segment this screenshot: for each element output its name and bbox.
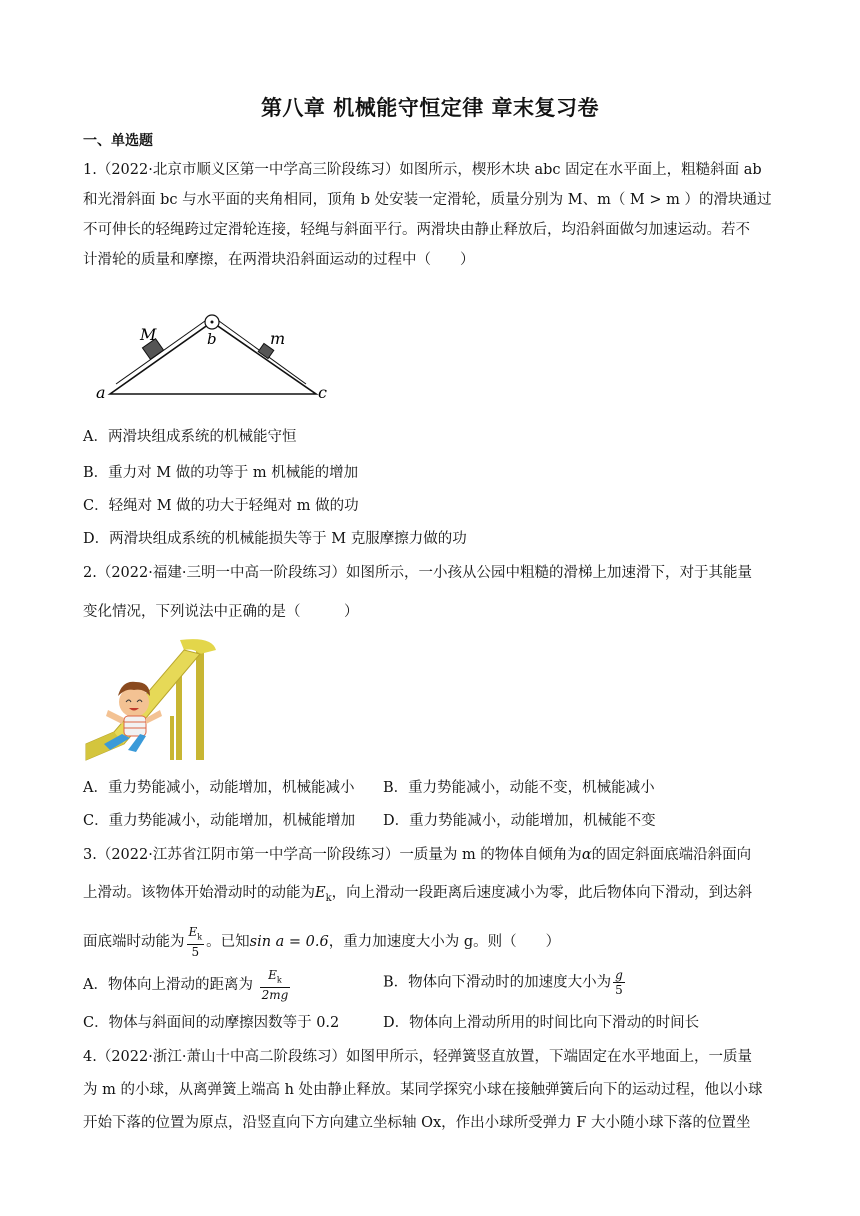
q2-option-b: B．重力势能减小，动能不变，机械能减小 [383,780,655,796]
q3-option-b-fraction [613,968,625,997]
q1-option-b: B．重力对 M 做的功等于 m 机械能的增加 [83,465,359,481]
q3-option-a [83,968,292,1002]
page-title: 第八章 机械能守恒定律 章末复习卷 [260,96,600,120]
q3-line-1 [83,845,783,865]
q3-option-c: C．物体与斜面间的动摩擦因数等于 0.2 [83,1015,340,1031]
optA-ek: E [268,968,277,982]
q3-option-a-text: A．物体向上滑动的距离为 [83,977,253,994]
optA-den: 2mg [261,988,289,1003]
q3-line-3 [83,925,783,959]
q4-line-2: 为 m 的小球，从离弹簧上端高 h 处由静止释放。某同学探究小球在接触弹簧后向下的运动过程，他以小球 [83,1082,763,1098]
ek-symbol: E [315,885,326,901]
wedge-pulley-diagram [92,308,332,400]
ek-subscript: k [325,892,332,904]
q3-line-3b: 。已知 [206,934,250,951]
q1-line-2: 和光滑斜面 bc 与水平面的夹角相同，顶角 b 处安装一定滑轮，质量分别为 M、m（ M > m ）的滑块通过 [83,192,772,208]
section-heading: 一、单选题 [83,133,153,149]
q3-line-2b: ，向上滑动一段距离后速度减小为零，此后物体向下滑动，到达斜 [331,885,753,901]
q3-line-1-end: 的固定斜面底端沿斜面向 [591,847,752,863]
frac-ek-sub: k [197,932,203,942]
slide-child-image [84,636,222,764]
q2-line-1: 2.（2022·福建·三明一中高一阶段练习）如图所示，一小孩从公园中粗糙的滑梯上加速滑下，对于其能量 [83,565,752,581]
q2-option-a: A．重力势能减小，动能增加，机械能减小 [83,780,355,796]
q4-line-1: 4.（2022·浙江·萧山十中高二阶段练习）如图甲所示，轻弹簧竖直放置，下端固定在水平地面上，一质量 [83,1049,752,1065]
q2-line-2: 变化情况，下列说法中正确的是（ ） [83,604,359,620]
q3-line-1-text: 3.（2022·江苏省江阴市第一中学高一阶段练习）一质量为 m 的物体自倾角为 [83,847,582,863]
q3-option-a-fraction [260,968,291,1002]
label-M: M [140,325,157,344]
ek-over-5-fraction [187,925,205,959]
q3-option-d: D．物体向上滑动所用的时间比向下滑动的时间长 [383,1015,700,1031]
optB-num: g [615,968,623,982]
q1-option-c: C．轻绳对 M 做的功大于轻绳对 m 做的功 [83,498,359,514]
q3-line-2 [83,883,783,909]
q3-option-b-text: B．物体向下滑动时的加速度大小为 [383,974,612,991]
q4-line-3: 开始下落的位置为原点，沿竖直向下方向建立坐标轴 Ox，作出小球所受弹力 F 大小随小球下落的位置坐 [83,1115,751,1131]
optA-ek-sub: k [276,975,282,985]
sin-expression: sin a = 0.6 [249,934,329,951]
frac-den-5: 5 [191,945,200,960]
q1-option-d: D．两滑块组成系统的机械能损失等于 M 克服摩擦力做的功 [83,531,467,547]
q1-line-4: 计滑轮的质量和摩擦，在两滑块沿斜面运动的过程中（ ） [83,252,475,268]
q1-line-3: 不可伸长的轻绳跨过定滑轮连接，轻绳与斜面平行。两滑块由静止释放后，均沿斜面做匀加速运动。若不 [83,222,750,238]
optB-den: 5 [615,983,623,997]
q3-line-2a: 上滑动。该物体开始滑动时的动能为 [83,885,315,901]
q3-line-3c: ，重力加速度大小为 g。则（ ） [328,934,561,951]
q2-option-d: D．重力势能减小，动能增加，机械能不变 [383,813,656,829]
q1-line-1: 1.（2022·北京市顺义区第一中学高三阶段练习）如图所示，楔形木块 abc 固定在水平面上，粗糙斜面 ab [83,162,762,178]
q1-option-a: A．两滑块组成系统的机械能守恒 [83,429,297,445]
q2-option-c: C．重力势能减小，动能增加，机械能增加 [83,813,356,829]
label-b: b [207,330,217,348]
alpha-symbol: α [581,847,592,863]
q3-line-3a: 面底端时动能为 [83,934,185,951]
label-m: m [270,329,286,348]
q3-option-b [383,968,627,997]
label-a: a [96,383,106,400]
label-c: c [318,383,327,400]
frac-ek: E [188,925,198,939]
